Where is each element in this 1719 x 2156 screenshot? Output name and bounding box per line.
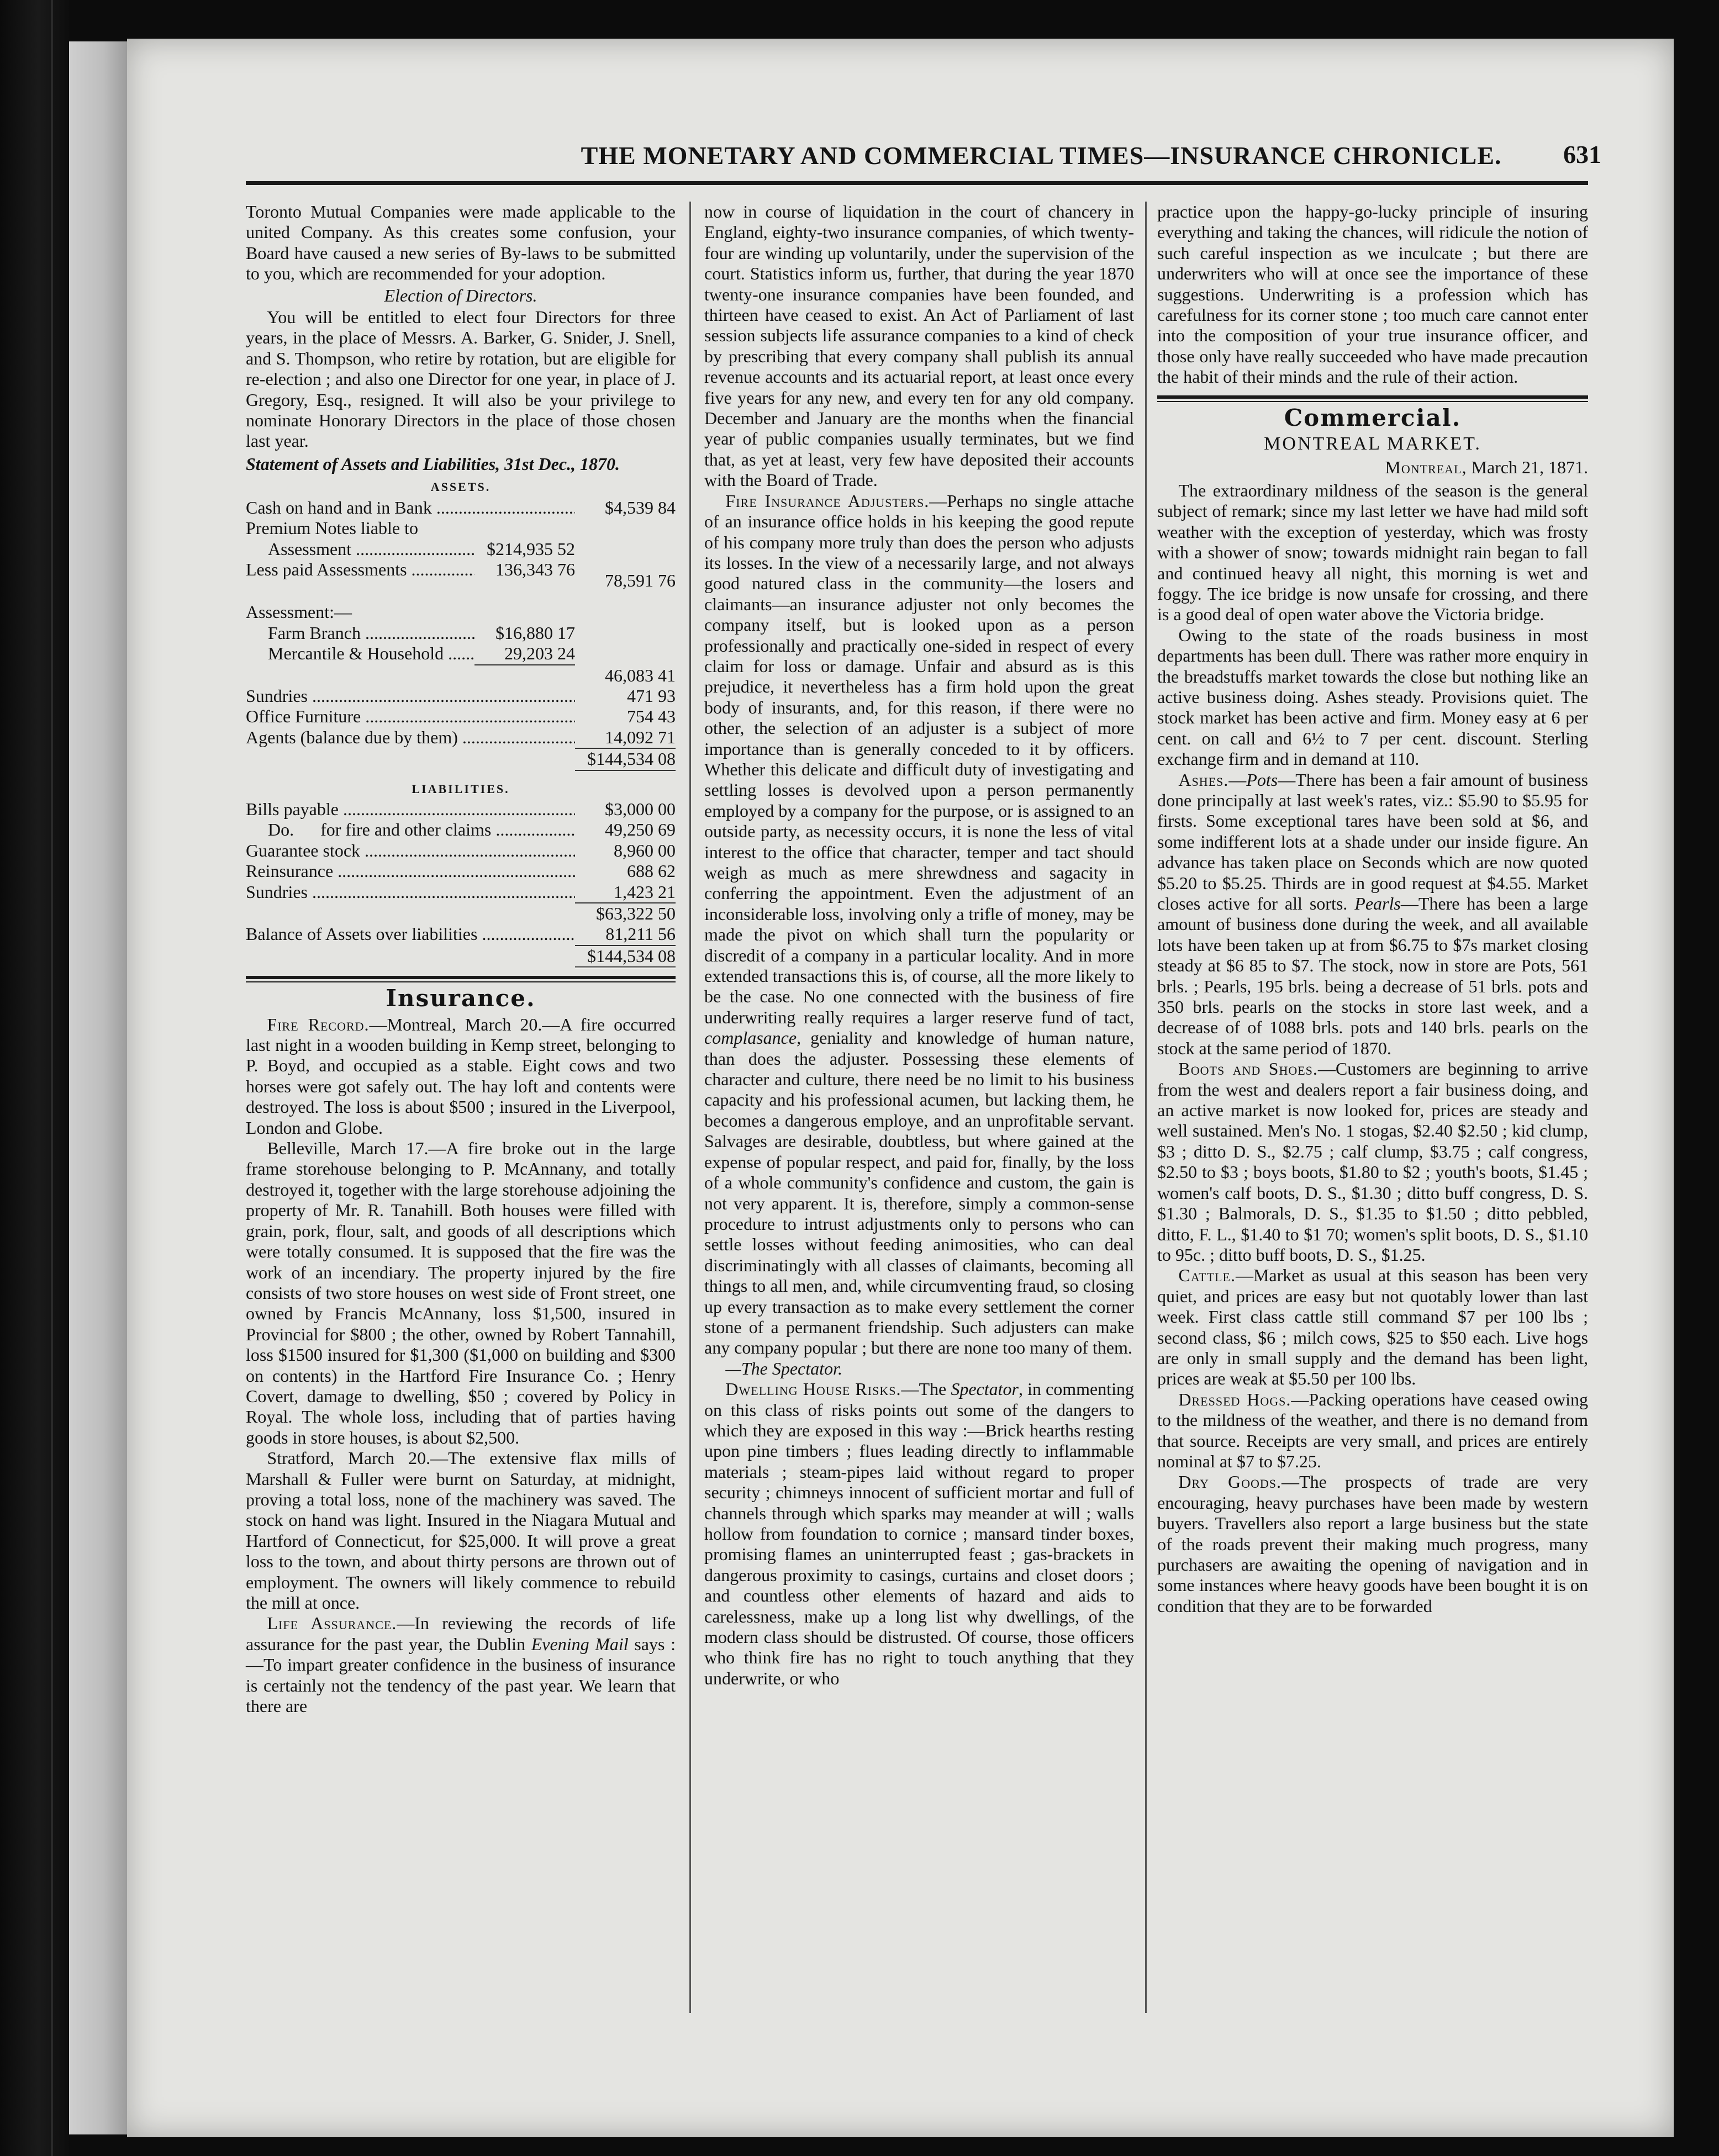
ledger-row <box>246 665 676 686</box>
section-rule <box>1157 395 1588 399</box>
article-lead: Boots and Shoes. <box>1178 1059 1318 1079</box>
ledger-label: Less paid Assessments ..... <box>246 559 474 591</box>
ledger-row <box>246 539 676 559</box>
ledger-sub-amount: $214,935 52 <box>487 538 575 559</box>
liabilities-heading: LIABILITIES. <box>412 781 510 796</box>
article-text: —The <box>901 1379 951 1399</box>
ledger-label: Sundries ..... <box>246 882 575 902</box>
ledger-row <box>246 820 676 840</box>
ledger-label: Balance of Assets over liabilities ..... <box>246 924 575 944</box>
newspaper-name: Spectator <box>951 1379 1019 1399</box>
ledger-row <box>246 518 676 538</box>
item-label: Pots <box>1246 769 1278 790</box>
ledger-row <box>246 602 676 622</box>
column-divider <box>689 202 691 2013</box>
section-heading-insurance: Insurance. <box>386 985 536 1012</box>
article-lead: Dressed Hogs. <box>1178 1389 1291 1409</box>
ledger-total-row <box>246 748 676 770</box>
article-text: —In reviewing the records of life assurance for the past year, the Dublin <box>246 1613 676 1654</box>
article-text: —There has been a large amount of business done during the week, and all available lots have been taken up at from $6.75 to $7s market closing steady at $6 85 to $7. The stock, now in store are Pots, 561 brls. ; Pearls, 195 brls. being a decrease of 51 brls. pots and 350 brls. pearls on the stocks in store last week, and a decrease of of 1088 brls. pots and 140 brls. pearls on the stock at the same period of 1870. <box>1157 894 1588 1058</box>
ledger-row <box>246 559 676 591</box>
ledger-row <box>246 861 676 881</box>
article-text: —The prospects of trade are very encouraging, heavy purchases have been made by western buyers. Travellers also report a large business but the state of the roads prevent their making much progress, many purchasers are awaiting the opening of navigation and in some instances where heavy goods have been bought it is on condition that they are to be forwarded <box>1157 1472 1589 1616</box>
article-text: —Montreal, March 20.—A fire occurred last night in a wooden building in Kemp street, belonging to P. Boyd, and occupied as a stable. Eight cows and two horses were got safely out. The hay loft and contents were destroyed. The loss is about $500 ; insured in the Liverpool, London and Globe. <box>246 1014 676 1138</box>
ledger-label: Assessment ..... <box>268 539 474 559</box>
market-heading: MONTREAL MARKET. <box>1264 434 1481 455</box>
microfilm-line <box>51 0 53 2156</box>
ledger-row <box>246 643 676 665</box>
article-lead: Life Assurance. <box>267 1613 397 1634</box>
section-heading-commercial: Commercial. <box>1284 404 1462 431</box>
ledger-label: Do. for fire and other claims ..... <box>268 820 575 840</box>
article-text: —Packing operations have ceased owing to the mildness of the weather, and there is no demand from that source. Receipts are very small, and prices are entirely nominal at $7 to $7.25. <box>1157 1389 1589 1471</box>
ledger-row <box>246 498 676 518</box>
assets-heading: ASSETS. <box>430 480 491 494</box>
ledger-row <box>246 882 676 902</box>
article-lead: Cattle. <box>1178 1265 1236 1286</box>
section-rule <box>246 976 676 979</box>
ledger-sub-amount: 29,203 24 <box>474 643 575 665</box>
column-middle <box>704 202 1134 1689</box>
newspaper-name: Evening Mail <box>531 1634 629 1654</box>
article-lead: Fire Record. <box>267 1014 370 1034</box>
ledger-row <box>246 686 676 706</box>
article-text: , in commenting on this class of risks points out some of the dangers to which they are exposed in this way :—Brick hearths resting upon pine timbers ; flues leading directly to inflammable materials ; steam-pipes laid without regard to proper security ; chimneys innocent of sufficient mortar and full of channels through which sparks may meander at will ; walls hollow from foundation to cornice ; mansard tinder boxes, promising flames an uninterrupted feast ; gas-brackets in dangerous proximity to casings, curtains and closet doors ; and countless other elements of hazard and aids to carelessness, make up a long list why dwellings, of the modern class should be distrusted. Of course, those officers who think fire has no right to touch anything that they underwrite, or who <box>704 1379 1134 1688</box>
column-right: practice upon the happy-go-lucky principle of insuring everything and taking the chances, will ridicule the notion of such careful inspection as we inculcate ; but there are underwriters who will at once see the importance of these suggestions. Underwriting is a profession which has carefulness for its corner stone ; too much care cannot enter into the composition of your true insurance officer, and those only have really succeeded who have made precaution the habit of their minds and the rule of their action. Commercial. MONTREAL MARKET. Montreal, March 21, 1871. The extraordinary mildness of the season is the general subject of remark; since my last letter we have had mild soft weather with the exception of yesterday, which was frosty with a shower of snow; towards midnight rain began to fall and continued heavy all night, this morning is wet and foggy. The ice bridge is now unsafe for crossing, and there is a good deal of open water above the Victoria bridge. Owing to the state of the roads business in most departments has been dull. There was rather more enquiry in the breadstuffs market towards the close but nothing like an active business doing. Ashes steady. Provisions quiet. The stock market has been active and firm. Money easy at 6 per cent. on call and 6½ to 7 per cent. discount. Sterling exchange firm and in demand at 110. Ashes.—Pots—There has been a fair amount of business done principally at last week's rates, viz.: $5.90 to $5.95 for firsts. Some exceptional tares have been sold at $6, and some indifferent lots at a shade under our inside figure. An advance has taken place on Seconds which are now quoted $5.20 to $5.25. Thirds are in good request at $4.55. Market closes active for all sorts. Pearls—There has been a large amount of business done during the week, and all available lots have been taken up at from $6.75 to $7s market closing steady at $6 85 to $7. The stock, now in store are Pots, 561 brls. ; Pearls, 195 brls. being a decrease of 51 brls. pots and 350 brls. pearls on the stocks in store last week, and a decrease of of 1088 brls. pots and 140 brls. pearls on the stock at the same period of 1870. Boots and Shoes.—Customers are beginning to arrive from the west and dealers report a fair business doing, and an active market is now looked for, prices are steady and well sustained. Men's No. 1 stogas, $2.40 $2.50 ; kid clump, $3 ; ditto D. S., $2.75 ; calf clump, $3.75 ; calf congress, $2.50 to $3 ; boys boots, $1.80 to $2 ; youth's boots, $1.45 ; women's calf boots, D. S., $1.30 ; ditto buff congress, D. S. $1.30 ; Balmorals, D. S., $1.35 to $1.50 ; ditto pebbled, ditto, F. L., $1.40 to $1 70; women's split boots, D. S., $1.10 to 95c. ; ditto buff boots, D. S., $1.25. Cattle.—Market as usual at this season has been very quiet, and prices are easy but not quotably lower than last week. First class cattle still command $7 per 100 lbs ; second class, $6 ; milch cows, $25 to $50 each. Live hogs are only in small supply and the demand has been light, prices are weak at $5.50 per 100 lbs. Dressed Hogs.—Packing operations have ceased owing to the mildness of the weather, and there is no demand from that source. Receipts are very small, and prices are entirely nominal at $7 to $7.25. Dry Goods.—The prospects of trade are very encouraging, heavy purchases have been made by western buyers. Travellers also report a large business but the state of the roads prevent their making much progress, many purchasers are awaiting the opening of navigation and in some instances where heavy goods have been bought it is on condition that they are to be forwarded <box>1157 202 1589 1616</box>
paragraph: Toronto Mutual Companies were made applicable to the united Company. As this creates some confusion, your Board have caused a new series of By-laws to be submitted to you, which are recommended for your adoption. <box>246 202 676 284</box>
ledger-row <box>246 727 676 748</box>
ledger-label: Premium Notes liable to <box>246 518 418 538</box>
ledger-label: Reinsurance ..... <box>246 861 575 881</box>
ledger-amount: 49,250 69 <box>605 820 676 840</box>
ledger-row <box>246 799 676 820</box>
article-text: says :—To impart greater confidence in the business of insurance is certainly not the tendency of the past year. We learn that there are <box>246 1634 676 1716</box>
paragraph: You will be entitled to elect four Directors for three years, in the place of Messrs. A. Barker, G. Snider, J. Snell, and S. Thompson, who retire by rotation, but are eligible for re-election ; and also one Director for one year, in place of J. Gregory, Esq., resigned. It will also be your privilege to nominate Honorary Directors in the place of those chosen last year. <box>246 307 676 451</box>
microfilm-edge <box>0 0 69 2156</box>
ledger-label: Assessment:— <box>246 602 352 622</box>
ledger-label: Farm Branch ..... <box>268 623 474 643</box>
ledger-sub-amount: $16,880 17 <box>495 622 575 643</box>
ledger-row <box>246 706 676 727</box>
ledger-total-row <box>246 902 676 924</box>
article-text: —There has been a fair amount of business done principally at last week's rates, viz.: $5.90 to $5.95 for firsts. Some exceptional tares have been sold at $6, and some indifferent lots at a shade under our inside figure. An advance has taken place on Seconds which are now quoted $5.20 to $5.25. Thirds are in good request at $4.55. Market closes active for all sorts. <box>1157 769 1588 913</box>
ledger-row <box>246 623 676 643</box>
ledger-amount: 14,092 71 <box>605 727 676 747</box>
ledger-amount: 688 62 <box>627 861 676 881</box>
ledger-row <box>246 924 676 944</box>
previous-page-edge <box>69 41 127 2134</box>
item-label: Pearls <box>1354 894 1401 913</box>
section-subheading: Election of Directors. <box>384 285 537 305</box>
statement-title: Statement of Assets and Liabilities, 31st Dec., 1870. <box>246 453 620 474</box>
dateline-date: March 21, 1871. <box>1467 457 1588 478</box>
article-source: —The Spectator. <box>725 1358 842 1378</box>
ledger-amount: 754 43 <box>627 706 676 727</box>
dateline <box>1157 457 1588 478</box>
paragraph: Belleville, March 17.—A fire broke out in the large frame storehouse belonging to P. McAnnany, and totally destroyed it, together with the large storehouse adjoining the property of Mr. R. Tanahill. Both houses were filled with grain, pork, flour, salt, and goods of all descriptions which were totally consumed. It is supposed that the fire was the work of an incendiary. The property injured by the fire consists of two store houses on west side of Front street, one owned by Francis McAnnany, loss $1,500, insured in Provincial for $800 ; the other, owned by Robert Tannahill, loss $1500 insured for $1,300 ($1,000 on building and $300 on contents) in the Hartford Fire Insurance Co. ; Henry Covert, damage to dwelling, $50 ; covered by Policy in Royal. The whole loss, including that of parties having goods in store houses, is about $2,500. <box>246 1138 676 1447</box>
page-number: 631 <box>1563 140 1601 168</box>
ledger-label: Office Furniture ..... <box>246 706 575 727</box>
ledger-label: Bills payable ..... <box>246 799 575 820</box>
article-lead: Ashes. <box>1178 769 1229 790</box>
paragraph: The extraordinary mildness of the season is the general subject of remark; since my last letter we have had mild soft weather with the exception of yesterday, which was frosty with a shower of snow; towards midnight rain began to fall and continued heavy all night, this morning is wet and foggy. The ice bridge is now unsafe for crossing, and there is a good deal of open water above the Victoria bridge. <box>1157 480 1588 625</box>
ledger-label: Mercantile & Household ..... <box>268 643 474 665</box>
article-lead: Fire Insurance Adjusters. <box>725 490 930 511</box>
article-lead: Dwelling House Risks. <box>725 1379 901 1399</box>
section-rule <box>1157 401 1588 402</box>
italic-word: complasance, <box>704 1028 802 1048</box>
article-text: —Customers are beginning to arrive from the west and dealers report a fair business doing, and an active market is now looked for, prices are steady and well sustained. Men's No. 1 stogas, $2.40 $2.50 ; kid clump, $3 ; ditto D. S., $2.75 ; calf clump, $3.75 ; calf congress, $2.50 to $3 ; boys boots, $1.80 to $2 ; youth's boots, $1.45 ; women's calf boots, D. S., $1.30 ; ditto buff congress, D. S. $1.30 ; Balmorals, D. S., $1.35 to $1.50 ; ditto pebbled, ditto, F. L., $1.40 to $1 70; women's split boots, D. S., $1.10 to 95c. ; ditto buff boots, D. S., $1.25. <box>1157 1059 1589 1265</box>
ledger-total: $63,322 50 <box>575 902 676 924</box>
column-divider <box>1145 202 1147 2013</box>
paragraph: practice upon the happy-go-lucky principle of insuring everything and taking the chances, will ridicule the notion of such careful inspection as we inculcate ; but there are underwriters who will at once see the importance of these suggestions. Underwriting is a profession which has carefulness for its corner stone ; too much care cannot enter into the composition of your true insurance officer, and those only have really succeeded who have made precaution the habit of their minds and the rule of their action. <box>1157 202 1588 387</box>
ledger-amount: 78,591 76 <box>605 570 676 590</box>
column-left <box>246 202 676 1716</box>
ledger-row <box>246 841 676 861</box>
ledger-sub-amount: 136,343 76 <box>495 559 575 579</box>
paragraph: Owing to the state of the roads business in most departments has been dull. There was rather more enquiry in the breadstuffs market towards the close but nothing like an active business doing. Ashes steady. Provisions quiet. The stock market has been active and firm. Money easy at 6 per cent. on call and 6½ to 7 per cent. discount. Sterling exchange firm and in demand at 110. <box>1157 625 1588 769</box>
article-text: —Market as usual at this season has been very quiet, and prices are easy but not quotably lower than last week. First class cattle still command $7 per 100 lbs ; second class, $6 ; milch cows, $25 to $50 each. Live hogs are only in small supply and the demand has been light, prices are weak at $5.50 per 100 lbs. <box>1157 1265 1588 1389</box>
header-rule <box>246 181 1588 185</box>
ledger-amount: 1,423 21 <box>614 881 676 902</box>
ledger-label: Cash on hand and in Bank ..... <box>246 498 575 518</box>
section-rule <box>246 981 676 982</box>
ledger-grand-total: $144,534 08 <box>575 945 676 968</box>
ledger-amount: 81,211 56 <box>605 924 676 944</box>
ledger-amount: 46,083 41 <box>605 665 676 685</box>
ledger-amount: 8,960 00 <box>614 840 676 860</box>
dateline-place: Montreal, <box>1385 457 1467 478</box>
article-text: geniality and knowledge of human nature, than does the adjuster. Possessing these elements of character and culture, there need be no limit to his business capacity and his professional acumen, but lacking them, he becomes a dangerous employe, and an unprofitable servant. Salvages are desirable, doubtless, but where gained at the expense of popular respect, and paid for, finally, by the loss of a whole community's confidence and custom, the gain is not very apparent. It is, therefore, simply a common-sense procedure to intrust adjustments only to persons who can settle losses without feeding animosities, who can deal discriminatingly with all classes of claimants, becoming all things to all men, and, while circumventing fraud, so closing up every transaction as to make every settlement the corner stone of a permanent friendship. Such adjusters can make any company popular ; but there are none too many of them. <box>704 1028 1134 1358</box>
article-lead: Dry Goods. <box>1178 1472 1282 1492</box>
paragraph: now in course of liquidation in the court of chancery in England, eighty-two insurance companies, of which twenty-four are winding up voluntarily, under the supervision of the court. Statistics inform us, further, that during the year 1870 twenty-one insurance companies have been founded, and thirteen have ceased to exist. An Act of Parliament of last session subjects life assurance companies to a kind of check by prescribing that every company shall publish its annual revenue accounts and its actuarial report, at least once every five years for any new, and every ten for any old company. December and January are the months when the financial year of public companies usually terminates, but we find that, as yet at least, very few have deposited their accounts with the Board of Trade. <box>704 202 1134 490</box>
newspaper-page <box>127 39 1674 2137</box>
running-header: THE MONETARY AND COMMERCIAL TIMES—INSURANCE CHRONICLE. <box>581 141 1502 170</box>
ledger-amount: $4,539 84 <box>605 497 676 517</box>
ledger-label: Sundries ..... <box>246 686 575 706</box>
ledger-label: Agents (balance due by them) ..... <box>246 727 575 748</box>
ledger-total-row <box>246 945 676 968</box>
ledger-amount: 471 93 <box>627 685 676 706</box>
ledger-label: Guarantee stock ..... <box>246 841 575 861</box>
paragraph: Stratford, March 20.—The extensive flax mills of Marshall & Fuller were burnt on Saturday, at midnight, proving a total loss, none of the machinery was saved. The stock on hand was light. Insured in the Niagara Mutual and Hartford of Connecticut, for $25,000. It will prove a great loss to the town, and about thirty persons are thrown out of employment. The owners will likely commence to rebuild the mill at once. <box>246 1448 676 1613</box>
ledger-amount: $3,000 00 <box>605 799 676 819</box>
ledger-total: $144,534 08 <box>575 748 676 770</box>
article-text: —Perhaps no single attache of an insurance office holds in his keeping the good repute of his company more truly than does the person who adjusts its losses. In the view of a necessarily large, and not always good natured class in the community—the losers and claimants—an insurance adjuster not only becomes the company itself, but is looked upon as a person professionally and practically one-sided in respect of every claim for loss or damage. Unfair and absurd as is this prejudice, it nevertheless has a firm hold upon the great body of insurants, and, for this reason, if there were no other, the selection of an adjuster is a subject of more importance than is generally conceded to it by officers. Whether this delicate and difficult duty of investigating and settling losses is devolved upon a person permanently employed by a company for the purpose, or is assigned to an outside party, as necessity occurs, it is none the less of vital interest to the office that character, temper and tact should weigh as much as mere shrewdness and sagacity in conferring the appointment. Even the adjustment of an inconsiderable loss, involving only a trifle of money, may be made the pivot on which shall turn the popularity or discredit of a company in a particular locality. And in more extended transactions this is, of course, all the more likely to be the case. No one connected with the business of fire underwriting really requires a larger reserve fund of tact, <box>704 490 1135 1027</box>
